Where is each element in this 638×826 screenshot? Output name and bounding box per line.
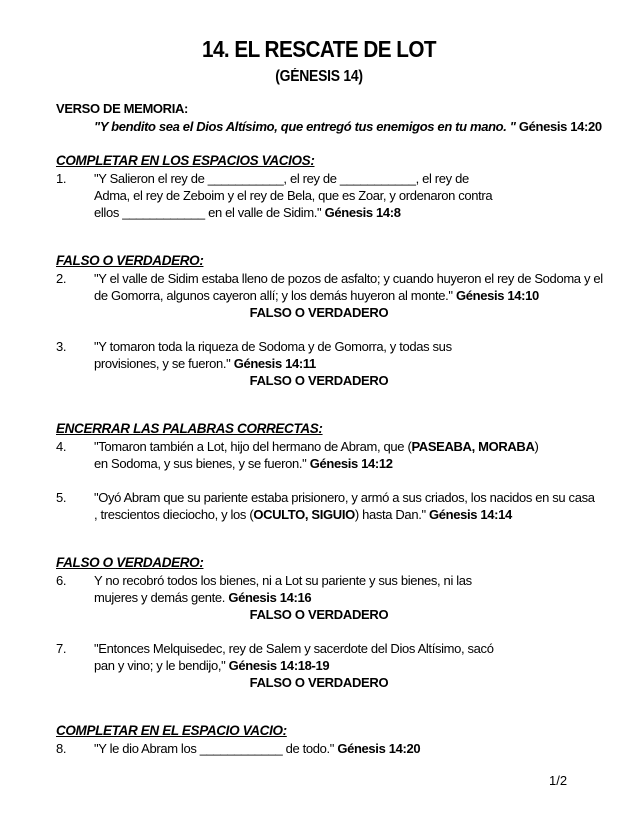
question-text: mujeres y demás gente. <box>94 590 226 605</box>
memory-label: VERSO DE MEMORIA: <box>56 101 189 116</box>
true-false-answer: FALSO O VERDADERO <box>249 305 389 320</box>
section-heading-true-false: FALSO O VERDADERO: <box>56 253 204 268</box>
question-number: 3. <box>56 339 67 354</box>
question-text: "Tomaron también a Lot, hijo del hermano de Abram, que ( <box>94 439 412 454</box>
question-text-line <box>94 205 401 220</box>
question-text: ) hasta Dan." <box>354 507 426 522</box>
section-heading-fill-blanks: COMPLETAR EN LOS ESPACIOS VACIOS: <box>56 153 315 168</box>
question-text: pan y vino; y le bendijo," <box>94 658 226 673</box>
question-number: 6. <box>56 573 67 588</box>
question-text: "Y tomaron toda la riqueza de Sodoma y de Gomorra, y todas sus <box>94 339 452 354</box>
question-number: 2. <box>56 271 67 286</box>
question-text: "Entonces Melquisedec, rey de Salem y sacerdote del Dios Altísimo, sacó <box>94 641 494 656</box>
question-number: 4. <box>56 439 67 454</box>
question-ref: Génesis 14:8 <box>324 205 401 220</box>
true-false-answer: FALSO O VERDADERO <box>249 373 389 388</box>
question-ref: Génesis 14:20 <box>337 741 421 756</box>
question-text: ) <box>534 439 539 454</box>
memory-verse: "Y bendito sea el Dios Altísimo, que entregó tus enemigos en tu mano. " <box>94 119 516 134</box>
section-heading-fill-blank: COMPLETAR EN EL ESPACIO VACIO: <box>56 723 287 738</box>
question-number: 8. <box>56 741 67 756</box>
question-text: "Y le dio Abram los ____________ de todo." <box>94 741 335 756</box>
question-text-line <box>94 507 512 522</box>
question-ref: Génesis 14:10 <box>455 288 539 303</box>
question-number: 1. <box>56 171 67 186</box>
page-subtitle: (GÉNESIS 14) <box>275 68 363 85</box>
question-text-line <box>94 658 329 673</box>
question-text-line <box>94 439 539 454</box>
question-number: 7. <box>56 641 67 656</box>
question-ref: Génesis 14:12 <box>309 456 393 471</box>
memory-verse-line <box>94 119 602 134</box>
true-false-answer: FALSO O VERDADERO <box>249 607 389 622</box>
question-text: provisiones, y se fueron." <box>94 356 231 371</box>
question-text: ellos ____________ en el valle de Sidim." <box>94 205 322 220</box>
section-heading-circle-words: ENCERRAR LAS PALABRAS CORRECTAS: <box>56 421 323 436</box>
question-text-line <box>94 456 393 471</box>
question-text-line <box>94 741 420 756</box>
question-text: Y no recobró todos los bienes, ni a Lot su pariente y sus bienes, ni las <box>94 573 472 588</box>
page-title: 14. EL RESCATE DE LOT <box>201 36 437 62</box>
question-text: de Gomorra, algunos cayeron allí; y los demás huyeron al monte." <box>94 288 453 303</box>
question-text: , trescientos dieciocho, y los ( <box>94 507 254 522</box>
memory-ref: Génesis 14:20 <box>518 119 602 134</box>
question-text-line <box>94 356 316 371</box>
question-text: "Y el valle de Sidim estaba lleno de pozos de asfalto; y cuando huyeron el rey de Sodoma y el <box>94 271 603 286</box>
question-text: en Sodoma, y sus bienes, y se fueron." <box>94 456 307 471</box>
true-false-answer: FALSO O VERDADERO <box>249 675 389 690</box>
word-options: PASEABA, MORABA <box>411 439 535 454</box>
question-ref: Génesis 14:16 <box>228 590 312 605</box>
question-number: 5. <box>56 490 67 505</box>
word-options: OCULTO, SIGUIO <box>253 507 355 522</box>
question-ref: Génesis 14:14 <box>429 507 512 522</box>
page-number: 1/2 <box>549 773 568 788</box>
question-text-line <box>94 590 311 605</box>
question-text-line <box>94 288 539 303</box>
question-ref: Génesis 14:11 <box>233 356 316 371</box>
question-text: "Y Salieron el rey de ___________, el rey de ___________, el rey de <box>94 171 469 186</box>
question-ref: Génesis 14:18-19 <box>228 658 330 673</box>
question-text: Adma, el rey de Zeboim y el rey de Bela, que es Zoar, y ordenaron contra <box>94 188 493 203</box>
question-text: "Oyó Abram que su pariente estaba prisionero, y armó a sus criados, los nacidos en su casa <box>94 490 595 505</box>
section-heading-true-false: FALSO O VERDADERO: <box>56 555 204 570</box>
